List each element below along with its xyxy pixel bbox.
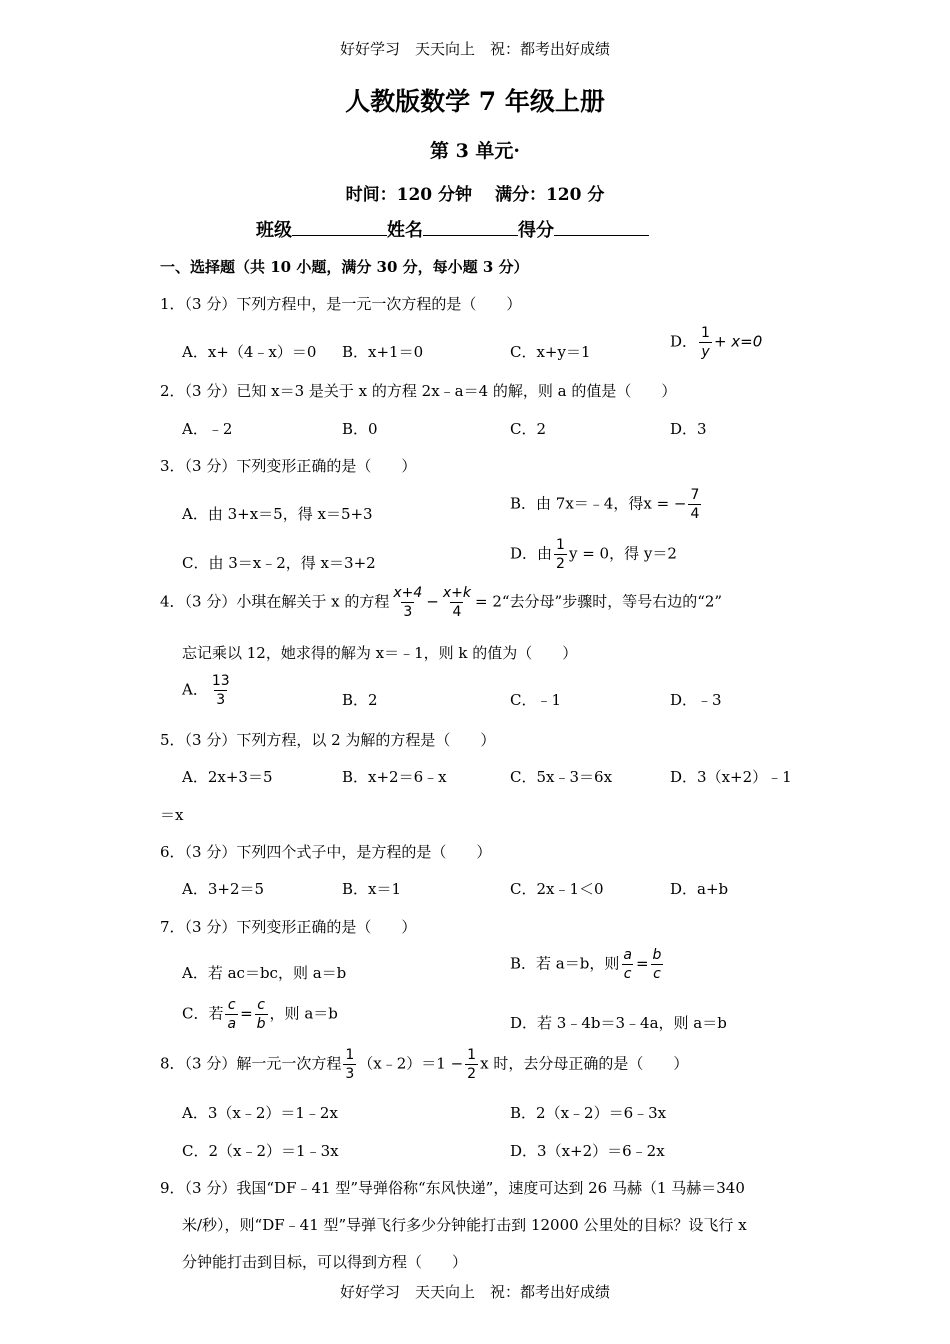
q8-f1-den: 3 [345, 1066, 355, 1082]
q4-option-d: D．﹣3 [670, 691, 722, 709]
q1-d-den: y [701, 344, 710, 360]
q8-option-c: C．2（x﹣2）＝1﹣3x [182, 1142, 339, 1160]
q4-option-a [182, 674, 234, 707]
score-blank[interactable] [554, 217, 649, 236]
q7-c-n1: c [227, 997, 236, 1013]
q4-option-c: C．﹣1 [510, 691, 562, 709]
q4-fraction-2 [441, 586, 473, 619]
q7-b-fraction-1 [621, 948, 634, 981]
q4-fraction-1 [391, 586, 424, 619]
q6-option-b: B．x＝1 [342, 880, 402, 898]
class-blank[interactable] [292, 217, 387, 236]
name-label: 姓名 [387, 220, 423, 241]
q7-c-fraction-1 [225, 998, 238, 1031]
q1-option-a: A．x+（4﹣x）＝0 [182, 343, 317, 361]
q8-f2-num: 1 [467, 1047, 477, 1063]
q7-option-a: A．若 ac＝bc，则 a＝b [182, 964, 347, 982]
q4-post: = 2“去分母”步骤时，等号右边的“2” [475, 592, 723, 611]
q3-d-text: D．由 [510, 544, 553, 563]
q8-post: x 时，去分母正确的是（ ） [480, 1054, 689, 1073]
q4-f1-den: 3 [403, 604, 413, 620]
q7-c-eq: = [240, 1004, 253, 1023]
q3-b-text: B．由 7x＝﹣4，得x = − [510, 494, 687, 513]
q5-option-d-cont: ＝x [160, 806, 184, 824]
q3-d-post: y = 0，得 y＝2 [568, 544, 677, 563]
q5-option-a: A．2x+3＝5 [182, 768, 273, 786]
q4-pre: 4．（3 分）小琪在解关于 x 的方程 [160, 592, 390, 611]
q4-f1-num: x+4 [393, 585, 423, 601]
q4-a-label: A． [182, 680, 208, 699]
q5-option-c: C．5x﹣3＝6x [510, 768, 613, 786]
q7-b-eq: = [635, 954, 649, 973]
q5-stem: 5．（3 分）下列方程，以 2 为解的方程是（ ） [160, 731, 496, 749]
q7-c-d2: b [256, 1016, 266, 1032]
q7-option-b [510, 948, 665, 981]
q4-a-num: 13 [211, 673, 230, 689]
q7-b-n2: b [652, 947, 662, 963]
q1-option-d [670, 326, 762, 359]
q9-stem-line2: 米/秒），则“DF﹣41 型”导弹飞行多少分钟能打击到 12000 公里处的目标？设飞行 x [182, 1216, 747, 1234]
q5-option-b: B．x+2＝6﹣x [342, 768, 447, 786]
q3-stem: 3．（3 分）下列变形正确的是（ ） [160, 457, 417, 475]
q3-option-a: A．由 3+x＝5，得 x＝5+3 [182, 505, 373, 523]
q7-c-text: C．若 [182, 1004, 224, 1023]
q1-d-num: 1 [701, 325, 710, 341]
q1-option-c: C．x+y＝1 [510, 343, 591, 361]
q3-d-fraction [554, 538, 567, 571]
q7-option-d: D．若 3﹣4b＝3﹣4a，则 a＝b [510, 1014, 727, 1032]
q4-stem-line1 [160, 586, 722, 619]
q1-d-fraction [699, 326, 712, 359]
q4-option-b: B．2 [342, 691, 378, 709]
class-label: 班级 [256, 220, 292, 241]
q9-stem-line3: 分钟能打击到目标，可以得到方程（ ） [182, 1253, 468, 1271]
q8-f1-num: 1 [345, 1047, 355, 1063]
student-info [256, 216, 649, 242]
q3-b-num: 7 [690, 487, 700, 503]
q4-stem-line2: 忘记乘以 12，她求得的解为 x＝﹣1，则 k 的值为（ ） [182, 644, 578, 662]
q8-fraction-2 [465, 1048, 478, 1081]
name-blank[interactable] [423, 217, 518, 236]
q2-option-b: B．0 [342, 420, 378, 438]
q6-option-d: D．a+b [670, 880, 729, 898]
q8-f2-den: 2 [467, 1066, 477, 1082]
q8-fraction-1 [343, 1048, 356, 1081]
q6-option-a: A．3+2＝5 [182, 880, 265, 898]
q6-option-c: C．2x﹣1＜0 [510, 880, 604, 898]
q7-b-text: B．若 a＝b，则 [510, 954, 620, 973]
q4-f2-den: 4 [452, 604, 462, 620]
q4-f2-num: x+k [442, 585, 471, 601]
q6-stem: 6．（3 分）下列四个式子中，是方程的是（ ） [160, 843, 492, 861]
unit-subtitle: 第 3 单元· [429, 140, 521, 162]
q7-option-c [182, 998, 338, 1031]
q4-a-fraction [210, 674, 232, 707]
q7-c-n2: c [257, 997, 265, 1013]
q8-option-b: B．2（x﹣2）＝6﹣3x [510, 1104, 667, 1122]
q1-stem: 1．（3 分）下列方程中，是一元一次方程的是（ ） [160, 295, 522, 313]
q1-d-rest: + x=0 [713, 332, 763, 351]
q2-stem: 2．（3 分）已知 x＝3 是关于 x 的方程 2x﹣a＝4 的解，则 a 的值是（ ） [160, 382, 677, 400]
q3-d-num: 1 [556, 537, 565, 553]
q1-d-label: D． [670, 332, 698, 351]
q8-option-d: D．3（x+2）＝6﹣2x [510, 1142, 665, 1160]
q8-mid: （x﹣2）＝1 − [358, 1054, 464, 1073]
q9-stem-line1: 9．（3 分）我国“DF﹣41 型”导弹俗称“东风快递”，速度可达到 26 马赫（1 马赫＝340 [160, 1179, 745, 1197]
q7-c-post: ，则 a＝b [269, 1004, 338, 1023]
page-header: 好好学习 天天向上 祝：都考出好成绩 [339, 40, 610, 58]
q7-b-d1: c [623, 966, 632, 982]
q8-pre: 8．（3 分）解一元一次方程 [160, 1054, 342, 1073]
q3-option-b [510, 488, 703, 521]
q2-option-a: A．﹣2 [182, 420, 233, 438]
score-label: 得分 [518, 220, 554, 241]
q2-option-c: C．2 [510, 420, 547, 438]
q8-option-a: A．3（x﹣2）＝1﹣2x [182, 1104, 338, 1122]
q4-a-den: 3 [216, 692, 226, 708]
section-heading: 一、选择题（共 10 小题，满分 30 分，每小题 3 分） [160, 258, 529, 276]
page-title: 人教版数学 7 年级上册 [345, 87, 605, 116]
q7-b-fraction-2 [651, 948, 664, 981]
q3-b-den: 4 [690, 506, 700, 522]
q3-d-den: 2 [556, 556, 565, 572]
q1-option-b: B．x+1＝0 [342, 343, 424, 361]
q5-option-d: D．3（x+2）﹣1 [670, 768, 792, 786]
exam-meta: 时间：120 分钟 满分：120 分 [345, 185, 605, 205]
q2-option-d: D．3 [670, 420, 707, 438]
q3-option-d [510, 538, 677, 571]
page-footer: 好好学习 天天向上 祝：都考出好成绩 [339, 1283, 610, 1301]
q7-stem: 7．（3 分）下列变形正确的是（ ） [160, 918, 417, 936]
q8-stem [160, 1048, 688, 1081]
q3-option-c: C．由 3＝x﹣2，得 x＝3+2 [182, 554, 376, 572]
q7-c-fraction-2 [255, 998, 268, 1031]
q4-minus: − [426, 592, 439, 611]
q7-c-d1: a [227, 1016, 237, 1032]
q7-b-n1: a [623, 947, 632, 963]
q3-b-fraction [688, 488, 701, 521]
q7-b-d2: c [653, 966, 661, 982]
